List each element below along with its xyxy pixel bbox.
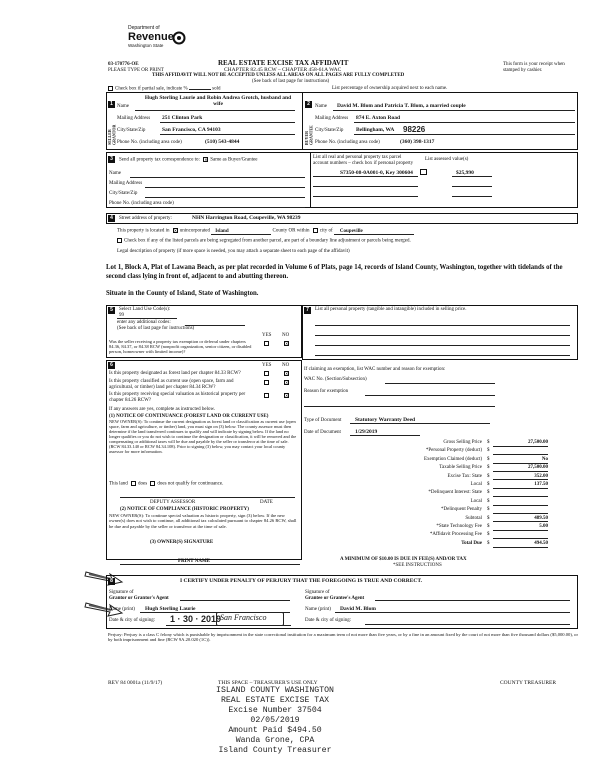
- currency-symbol: $: [487, 515, 490, 521]
- current-use-question: Is this property classified as current use (open space, farm and agricultural, or timber) land per chapter 84.34 RCW?: [109, 379, 234, 390]
- currency-symbol: $: [487, 507, 490, 513]
- section7-box: [302, 305, 578, 360]
- amount-label: *Personal Property (deduct): [425, 448, 482, 454]
- street-box: [106, 213, 578, 224]
- currency-symbol: $: [487, 498, 490, 504]
- grantor-city-value: San Francisco: [220, 613, 267, 622]
- amount-label: Taxable Selling Price: [439, 465, 482, 471]
- exemption-question: Was the seller receiving a property tax exemption or deferral under chapters 84.36, 84.37, or 84.38 RCW (nonprofit organization, senior citizen, or disabled person, homeowner with limited income)?: [109, 339, 252, 355]
- street-label: Street address of property:: [119, 216, 172, 221]
- amount-row: [385, 465, 600, 473]
- buyer-name: David M. Blom and Patricia T. Blom, a married couple: [337, 103, 466, 109]
- forest-no-checkbox[interactable]: ✕: [285, 371, 289, 376]
- amount-value: [493, 532, 548, 539]
- historic-title: (2) NOTICE OF COMPLIANCE (HISTORIC PROPERTY): [120, 507, 249, 512]
- county-label: County OR within: [272, 228, 310, 234]
- exemption-yes-checkbox[interactable]: [264, 341, 269, 346]
- does-not-checkbox[interactable]: [150, 481, 155, 486]
- logo-agency: Revenue: [128, 30, 174, 43]
- amount-value: [493, 507, 548, 514]
- section-6-badge: 6: [108, 362, 115, 369]
- buyer-address-label: Mailing Address: [315, 116, 349, 121]
- amount-row: [385, 457, 600, 465]
- if-yes-instruction: If any answers are yes, complete as instructed below.: [109, 407, 216, 412]
- stamp-line-4: 02/05/2019: [250, 716, 300, 725]
- revenue-logo: [128, 26, 192, 56]
- historic-body: NEW OWNER(S): To continue special valuation as historic property, sign (3) below. If the new owner(s) does not wish to continue, all additional tax calculated pursuant to chapter 84.26 RCW, shall be due and payable by the seller or transferor at the time of sale.: [109, 513, 297, 529]
- buyer-city: Bellingham, WA: [356, 127, 395, 133]
- county-treasurer: COUNTY TREASURER: [500, 680, 557, 686]
- amount-row: [385, 532, 600, 540]
- seller-address: 251 Clinton Park: [162, 115, 203, 121]
- list-percentage: List percentage of ownership acquired next to each name.: [332, 86, 448, 91]
- grantor-name-label: Name (print): [109, 607, 135, 612]
- stamp-line-2: REAL ESTATE EXCISE TAX: [220, 696, 330, 705]
- amount-value: [493, 499, 548, 506]
- buyer-phone: (360) 398-1317: [400, 139, 435, 145]
- correspondence-row: [119, 157, 257, 163]
- seller-side-label: SELLER GRANTOR: [107, 124, 117, 145]
- continuance-title: (1) NOTICE OF CONTINUANCE (FOREST LAND OR CURRENT USE): [109, 414, 269, 419]
- buyer-side-label: BUYER GRANTEE: [304, 125, 314, 145]
- grantor-date-value: 1 · 30 · 2019: [170, 614, 222, 624]
- segregating-checkbox[interactable]: [117, 238, 122, 243]
- amount-value: 489.50: [493, 516, 548, 523]
- current-use-yes-checkbox[interactable]: [264, 380, 269, 385]
- owner-signature-label: (3) OWNER(S) SIGNATURE: [150, 540, 214, 545]
- currency-symbol: $: [487, 540, 490, 546]
- assessed-value: $25,990: [456, 170, 474, 176]
- additional-codes: enter any additional codes:: [117, 320, 171, 325]
- currency-symbol: $: [487, 465, 490, 471]
- buyer-name-label: Name: [315, 104, 327, 109]
- amount-value: No: [493, 457, 548, 464]
- amount-label: Gross Selling Price: [443, 440, 482, 445]
- amount-row: [385, 499, 600, 507]
- qualify-row: [109, 481, 223, 487]
- s5-yes: YES: [262, 333, 272, 338]
- stamp-line-6: Wanda Grone, CPA: [235, 736, 315, 745]
- doc-type-label: Type of Document: [304, 418, 342, 423]
- city-of-label: city of: [319, 228, 333, 234]
- receipt-note: This form is your receipt when stamped by cashier.: [503, 62, 565, 73]
- form-warning: THIS AFFIDAVIT WILL NOT BE ACCEPTED UNLESS ALL AREAS ON ALL PAGES ARE FULLY COMPLETED: [152, 73, 405, 78]
- grantor-sig-label: Signature of: [109, 590, 134, 595]
- amount-label: Total Due: [461, 540, 482, 546]
- perjury-text: Perjury: Perjury is a class C felony which is punishable by imprisonment in the state correctional institution for a maximum term of not more than five years, or by a fine in an amount fixed by the court of not more than five thousand dollars ($5,000.00), or by both imprisonment and fine (RCW 9A.20.020 (1C)).: [108, 632, 578, 643]
- amount-label: *Delinquent Interest: State: [428, 490, 482, 496]
- parcels-header: List all real and personal property tax parcel account numbers – check box if personal property: [313, 155, 414, 166]
- amount-row: [385, 516, 600, 524]
- exemption-no-checkbox[interactable]: ✕: [285, 341, 289, 346]
- section5-see-back: (See back of last page for instructions): [117, 326, 195, 331]
- certify-text: I CERTIFY UNDER PENALTY OF PERJURY THAT THE FOREGOING IS TRUE AND CORRECT.: [180, 578, 423, 584]
- section-1-badge: 1: [108, 101, 115, 108]
- buyer-city-label: City/State/Zip: [315, 128, 344, 133]
- s6-no: NO: [282, 363, 290, 368]
- see-back: (See back of last page for instructions): [252, 79, 330, 84]
- amount-value: 5.00: [493, 524, 548, 531]
- buyer-phone-label: Phone No. (including area code): [315, 140, 380, 145]
- s6-yes: YES: [262, 363, 272, 368]
- amount-label: *State Technology Fee: [436, 524, 482, 529]
- seller-address-label: Mailing Address: [117, 116, 151, 121]
- legal-description: Lot 1, Block A, Plat of Lawana Beach, as per plat recorded in Volume 6 of Plats, page 14, records of Island County, Washington, together with tidelands of the second class lying in front of, adjacent to and abutting thereon.: [106, 264, 563, 280]
- seller-city: San Francisco, CA 94103: [162, 127, 221, 133]
- grantee-name-label: Name (print): [305, 607, 331, 612]
- unincorporated-label: unincorporated: [179, 228, 211, 234]
- amount-row: [385, 448, 600, 456]
- reason-label: Reason for exemption: [304, 389, 349, 394]
- section-7-badge: 7: [304, 307, 311, 314]
- please-type: PLEASE TYPE OR PRINT: [108, 68, 164, 73]
- grantee-print-name: David M. Blom: [340, 606, 376, 612]
- grantee-date-label: Date & city of signing:: [305, 618, 352, 623]
- corr-city-label: City/State/Zip: [109, 191, 138, 196]
- stamp-line-7: Island County Treasurer: [218, 746, 332, 755]
- buyer-address: 874 E. Axton Road: [356, 115, 401, 121]
- grantor-agent-label: Grantor or Grantor's Agent: [109, 596, 169, 601]
- logo-swoosh-icon: [172, 31, 186, 45]
- situate-text: Situate in the County of Island, State of Washington.: [106, 290, 259, 297]
- located-row: [117, 228, 414, 235]
- same-as-buyer-checkbox[interactable]: ✕: [204, 157, 208, 162]
- grantor-date-label: Date & city of signing:: [109, 618, 156, 623]
- amount-row: [385, 490, 600, 498]
- section-5-badge: 5: [108, 307, 115, 314]
- correspondence-label: Send all property tax correspondence to:: [119, 157, 200, 163]
- unincorporated-checkbox[interactable]: ✕: [173, 228, 178, 233]
- amount-label: Exemption Claimed (deduct): [423, 456, 482, 462]
- s5-no: NO: [282, 333, 290, 338]
- buyer-zip: 98226: [403, 125, 426, 134]
- amount-label: Subtotal: [465, 515, 482, 521]
- section-3-badge: 3: [108, 156, 115, 163]
- stamp-line-5: Amount Paid $494.50: [228, 726, 322, 735]
- wac-number-label: WAC No. (Section/Subsection): [304, 377, 367, 382]
- amount-label: Local: [470, 482, 482, 487]
- grantor-print-name: Hugh Sterling Laurie: [145, 606, 196, 612]
- currency-symbol: $: [487, 448, 490, 454]
- current-use-no-checkbox[interactable]: ✕: [285, 380, 289, 385]
- amount-value: 352.00: [493, 474, 548, 481]
- land-use-value: 99: [119, 313, 124, 318]
- historic-yes-checkbox[interactable]: [264, 393, 269, 398]
- amount-value: [493, 490, 548, 497]
- street-address: NHN Harrington Road, Coupeville, WA 98239: [192, 215, 301, 221]
- seller-name-label: Name: [117, 104, 129, 109]
- amount-row: [385, 482, 600, 490]
- grantee-agent-label: Grantee or Grantee's Agent: [305, 596, 365, 601]
- section-8-badge: 8: [108, 578, 115, 585]
- forest-question: Is this property designated as forest land per chapter 84.33 RCW?: [109, 371, 241, 376]
- doc-type-value: Statutory Warranty Deed: [355, 417, 416, 423]
- currency-symbol: $: [487, 524, 490, 529]
- city-value: Coupeville: [334, 229, 414, 236]
- does-label: does: [138, 481, 148, 487]
- form-title: REAL ESTATE EXCISE TAX AFFIDAVIT: [218, 59, 349, 67]
- corr-phone-label: Phone No. (including area code): [109, 201, 174, 206]
- amount-row: [385, 541, 600, 549]
- currency-symbol: $: [487, 440, 490, 445]
- grantee-sig-label: Signature of: [305, 590, 330, 595]
- logo-department: Department of: [128, 25, 160, 31]
- form-chapter: CHAPTER 82.45 RCW – CHAPTER 458-61A WAC: [224, 67, 342, 73]
- this-land-label: This land: [109, 481, 128, 487]
- section-2-badge: 2: [305, 101, 312, 108]
- doc-date-value: 1/29/2019: [355, 429, 378, 435]
- corr-name-label: Name: [109, 171, 121, 176]
- amount-value: 494.50: [493, 541, 548, 548]
- land-use-label: Select Land Use Code(s):: [119, 307, 171, 312]
- seller-phone: (510) 543-4844: [205, 139, 240, 145]
- forest-yes-checkbox[interactable]: [264, 371, 269, 376]
- partial-sale-checkbox[interactable]: [108, 86, 113, 91]
- currency-symbol: $: [487, 482, 490, 487]
- does-not-label: does not qualify for continuance.: [157, 481, 224, 487]
- currency-symbol: $: [487, 490, 490, 496]
- amount-row: [385, 474, 600, 482]
- legal-label: Legal description of property (if more space is needed, you may attach a separate sheet to each page of the affidavit): [117, 249, 350, 254]
- see-instructions: *SEE INSTRUCTIONS: [393, 563, 442, 568]
- amount-label: *Affidavit Processing Fee: [429, 532, 482, 538]
- seller-city-label: City/State/Zip: [117, 128, 146, 133]
- treasurer-stamp: [205, 686, 345, 756]
- print-name-label: PRINT NAME: [178, 559, 210, 564]
- same-as-buyer-label: Same as Buyer/Grantee: [210, 157, 258, 163]
- rev-number: REV 84 0001a (11/9/17): [108, 680, 163, 686]
- sold-label: sold: [212, 86, 221, 92]
- stamp-line-1: ISLAND COUNTY WASHINGTON: [216, 686, 334, 695]
- city-of-checkbox[interactable]: [313, 228, 318, 233]
- located-in-label: This property is located in: [117, 228, 170, 234]
- amount-label: Local: [470, 498, 482, 504]
- amount-row: [385, 440, 600, 448]
- seller-phone-label: Phone No. (including area code): [117, 140, 182, 145]
- historic-no-checkbox[interactable]: ✕: [285, 393, 289, 398]
- deputy-assessor: DEPUTY ASSESSOR: [150, 500, 196, 505]
- treasurer-use: THIS SPACE – TREASURER'S USE ONLY: [218, 680, 318, 686]
- form-number: 03-170776-OE: [108, 62, 139, 67]
- parcel-number: S7350-08-0A001-0, Key 300604: [340, 170, 413, 176]
- county-value: Island: [211, 229, 271, 236]
- seller-name: Hugh Sterling Laurie and Robin Andrea Grotch, husband and wife: [144, 95, 292, 108]
- section-4-badge: 4: [108, 215, 115, 222]
- amount-value: 27,500.00: [493, 440, 548, 447]
- currency-symbol: $: [487, 532, 490, 538]
- doc-date-label: Date of Document: [304, 430, 341, 435]
- currency-symbol: $: [487, 473, 490, 479]
- amount-value: [493, 448, 548, 455]
- personal-property-label: List all personal property (tangible and intangible) included in selling price.: [315, 307, 467, 312]
- wac-claim-label: If claiming an exemption, list WAC number and reason for exemption:: [304, 367, 446, 372]
- amount-value: 27,500.00: [493, 465, 548, 472]
- partial-sale-label: Check box if partial sale, indicate %: [115, 86, 188, 92]
- amount-label: *Delinquent Penalty: [441, 507, 482, 513]
- currency-symbol: $: [487, 456, 490, 462]
- assessor-date: DATE: [260, 500, 273, 505]
- assessed-header: List assessed value(s): [425, 157, 469, 162]
- amount-row: [385, 524, 600, 532]
- segregating-row: [117, 238, 411, 244]
- amount-row: [385, 507, 600, 515]
- historic-question: Is this property receiving special valuation as historical property per chapter 84.26 RCW?: [109, 392, 246, 403]
- continuance-body: NEW OWNER(S): To continue the current designation as forest land or classification as current use (open space, farm and agriculture, or timber) land, you must sign on (3) below. The county assessor must then determine if the land transferred continues to qualify and will indicate by signing below. If the land no longer qualifies or you do not wish to continue the designation or classification, it will be removed and the compensating or additional taxes will be due and payable by the seller or transferor at the time of sale. (RCW 84.33.140 or RCW 84.34.108). Prior to signing (3) below, you may contact your local county assessor for more information.: [109, 419, 297, 454]
- amount-label: Excise Tax: State: [447, 473, 482, 479]
- logo-state: Washington State: [128, 42, 164, 48]
- amount-value: 137.50: [493, 482, 548, 489]
- corr-address-label: Mailing Address: [109, 181, 143, 186]
- segregating-label: Check box if any of the listed parcels are being segregated from another parcel, are part of a boundary line adjustment or parcels being merged.: [124, 238, 411, 244]
- stamp-line-3: Excise Number 37504: [228, 706, 322, 715]
- does-checkbox[interactable]: [131, 481, 136, 486]
- grantor-city-box: [216, 612, 284, 626]
- minimum-note: A MINIMUM OF $10.00 IS DUE IN FEE(S) AND/OR TAX: [340, 557, 467, 562]
